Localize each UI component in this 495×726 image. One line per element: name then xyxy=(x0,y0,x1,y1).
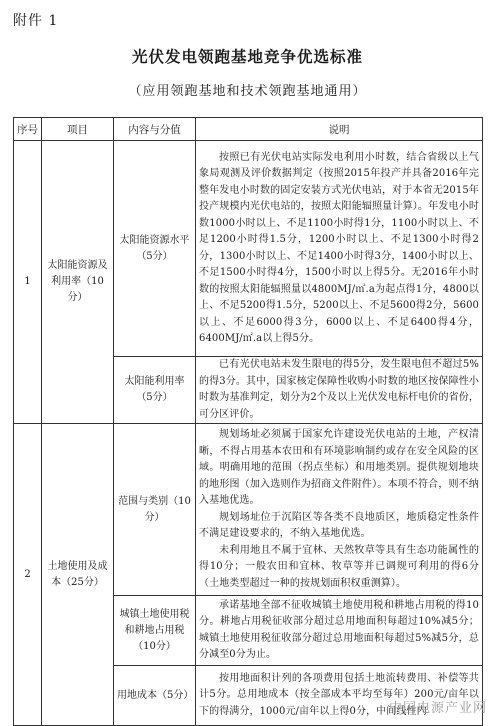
attachment-label: 附件 1 xyxy=(13,13,59,29)
description-text: 按用地面积计列的各项费用包括土地流转费用、补偿等共计5分。总用地成本（按全部成本平均至每年）200元/亩年以下的得满分，1000元/亩年以上得0分，中间线性内 xyxy=(199,672,479,717)
column-header-desc: 说明 xyxy=(196,118,483,141)
project-cell: 土地使用及成本（25分） xyxy=(42,424,114,726)
description-cell xyxy=(196,596,483,666)
content-cell: 太阳能利用率（5分） xyxy=(114,357,196,424)
table-row xyxy=(14,141,483,357)
description-text: 规划场址必须属于国家允许建设光伏电站的土地，产权清晰，不得占用基本农田和有环境影响制约或存在安全风险的区域。明确用地的范围（拐点坐标）和用地类别。提供规划地块的地形图（加入选则作为招商文件附件）。本项不符合，则不纳入基地优选。 xyxy=(199,429,479,506)
description-text: 承诺基地全部不征收城镇土地使用税和耕地占用税的得10分。耕地占用税征收部分超过总用地面积每超过10%减5分；城镇土地使用税征收部分超过总用地面积每超过5%减5分，总分减至0分为止。 xyxy=(199,599,479,660)
watermark: 中国电源产业网 xyxy=(388,701,487,716)
description-text: 规划场址位于沉陷区等各类不良地质区，地质稳定性条件不满足建设要求的，不纳入基地优选。 xyxy=(199,511,479,539)
document-subtitle: （应用领跑基地和技术领跑基地通用） xyxy=(128,84,367,99)
table-header-row xyxy=(14,118,483,141)
content-cell: 用地成本（5分） xyxy=(114,666,196,726)
description-cell xyxy=(196,357,483,424)
description-text: 按照已有光伏电站实际发电利用小时数，结合省级以上气象局观测及评价数据判定（按照2015年投产并具备2016年完整年发电小时数的固定安装方式光伏电站，对于本省无2015年投产规模内光伏电站的，按照太阳能辐照量计算）。年发电小时数1000小时以上、不足1100小时得1分，1100小时以上、不足1200小时得1.5分，1200小时以上、不足1300小时得2分，1300小时以上、不足1400小时得3分，1400小时以上、不足1500小时得4分，1500小时以上得5分。无2016年小时数的按照太阳能辐照量以4800MJ/㎡.a为起点得1分，4800以上、不足5200得1.5分，5200以上、不足5600得2分，5600以上、不足6000得3分，6000以上、不足6400得4分，6400MJ/㎡.a以上得5分。 xyxy=(199,151,479,344)
description-text: 已有光伏电站未发生限电的得5分，发生限电但不超过5%的得3分。其中，国家核定保障性收购小时数的地区按保障性小时数为基准判定，划分为2个及以上光伏发电标杆电价的省份，可分区评价。 xyxy=(199,359,479,420)
description-cell xyxy=(196,666,483,726)
content-cell: 范围与类别（10分） xyxy=(114,424,196,596)
project-cell: 太阳能资源及利用率（10分） xyxy=(42,141,114,424)
criteria-table xyxy=(13,117,483,726)
column-header-no: 序号 xyxy=(14,118,42,141)
row-number: 1 xyxy=(14,141,42,424)
column-header-project: 项目 xyxy=(42,118,114,141)
description-cell xyxy=(196,141,483,357)
description-cell xyxy=(196,424,483,596)
column-header-content: 内容与分值 xyxy=(114,118,196,141)
row-number: 2 xyxy=(14,424,42,726)
content-cell: 城镇土地使用税和耕地占用税（10分） xyxy=(114,596,196,666)
content-cell: 太阳能资源水平（5分） xyxy=(114,141,196,357)
table-row xyxy=(14,424,483,596)
document-title: 光伏发电领跑基地竞争优选标准 xyxy=(131,47,363,66)
description-text: 未利用地且不属于宜林、天然牧草等具有生态功能属性的得10分；一般农田和宜林、牧草等并已调规可利用的得6分（土地类型超过一种的按规划面积权重测算）。 xyxy=(199,544,479,589)
